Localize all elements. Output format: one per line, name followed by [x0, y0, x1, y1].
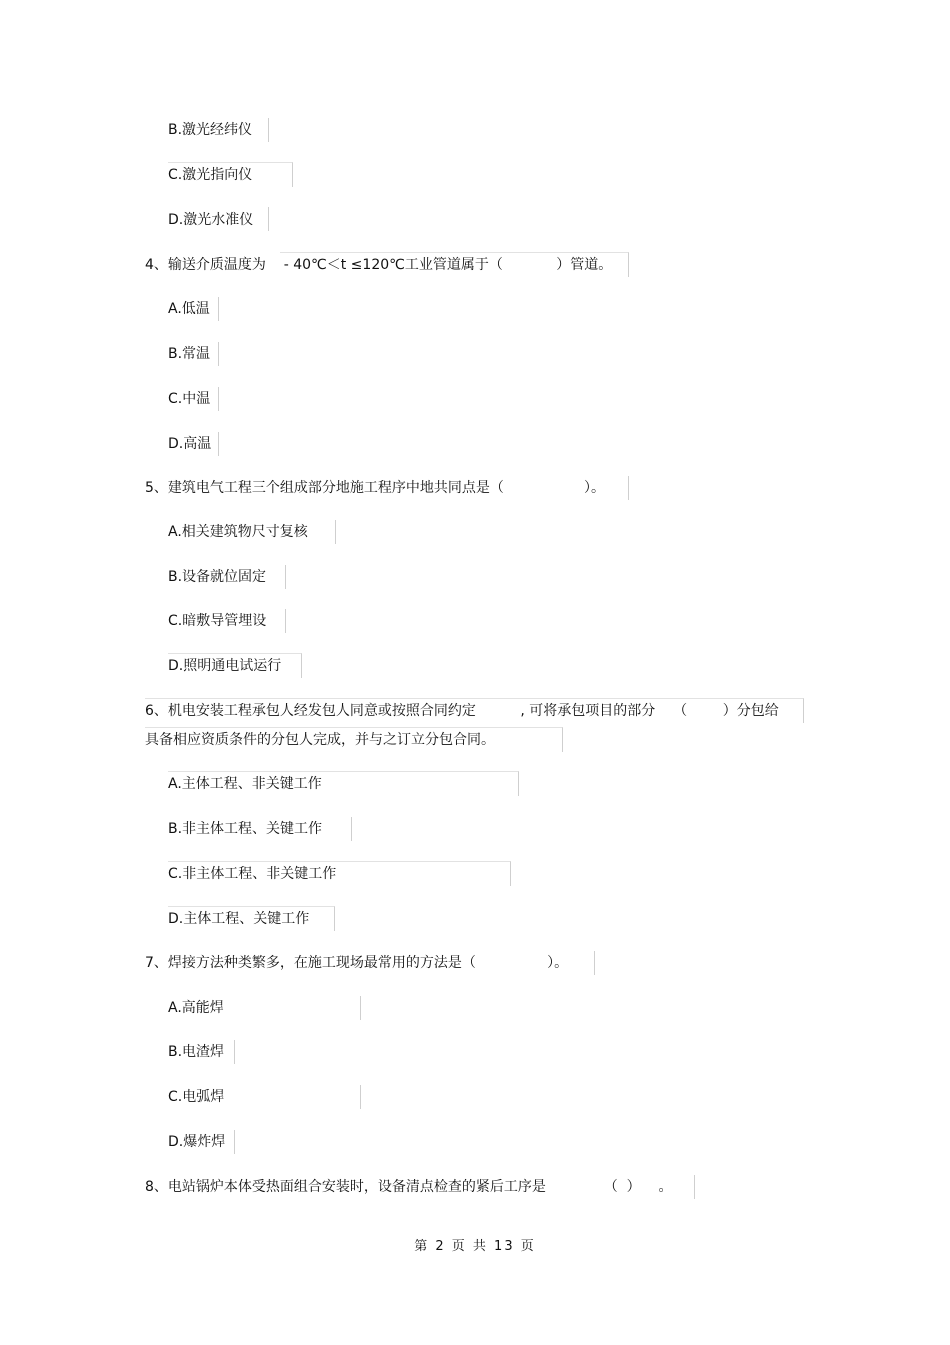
- divider: [168, 861, 511, 886]
- page-footer: 第 2 页 共 13 页: [414, 1239, 536, 1254]
- option-a: A.高能焊: [168, 1000, 224, 1016]
- divider: [218, 297, 219, 321]
- divider: [335, 520, 336, 544]
- option-a: A.主体工程、非关键工作: [168, 776, 322, 792]
- option-b: B.设备就位固定: [168, 569, 267, 585]
- divider: [594, 951, 595, 975]
- question-7: 7、焊接方法种类繁多，在施工现场最常用的方法是（ ）。: [145, 955, 569, 971]
- divider: [234, 1040, 235, 1064]
- divider: [168, 653, 302, 678]
- option-b: B.常温: [168, 346, 211, 362]
- question-6-line-2: 具备相应资质条件的分包人完成，并与之订立分包合同。: [145, 732, 495, 748]
- divider: [694, 1175, 695, 1199]
- option-c: C.暗敷导管埋设: [168, 613, 267, 629]
- option-a: A.低温: [168, 301, 210, 317]
- option-c: C.激光指向仪: [168, 167, 253, 183]
- divider: [360, 996, 361, 1020]
- divider: [168, 162, 293, 187]
- option-d: D.主体工程、关键工作: [168, 911, 310, 927]
- option-d: D.照明通电试运行: [168, 658, 282, 674]
- divider: [168, 771, 519, 796]
- divider: [268, 207, 269, 231]
- question-5: 5、建筑电气工程三个组成部分地施工程序中地共同点是（ ）。: [145, 480, 606, 496]
- option-a: A.相关建筑物尺寸复核: [168, 524, 308, 540]
- divider: [285, 609, 286, 633]
- divider: [234, 1130, 235, 1154]
- divider: [268, 118, 269, 142]
- option-b: B.电渣焊: [168, 1044, 225, 1060]
- divider: [145, 727, 563, 752]
- option-c: C.中温: [168, 391, 211, 407]
- question-4: 4、输送介质温度为 - 40℃＜t ≤120℃工业管道属于（ ）管道。: [145, 257, 613, 273]
- question-8: 8、电站锅炉本体受热面组合安装时，设备清点检查的紧后工序是 （ ） 。: [145, 1179, 673, 1195]
- divider: [285, 565, 286, 589]
- option-b: B.非主体工程、关键工作: [168, 821, 323, 837]
- divider: [168, 906, 335, 931]
- option-d: D.高温: [168, 436, 212, 452]
- divider: [218, 342, 219, 366]
- divider: [360, 1085, 361, 1109]
- option-c: C.电弧焊: [168, 1089, 225, 1105]
- divider: [628, 476, 629, 500]
- question-6-line-1: 6、机电安装工程承包人经发包人同意或按照合同约定 , 可将承包项目的部分 （ ）分包给: [145, 703, 779, 719]
- option-b: B.激光经纬仪: [168, 122, 253, 138]
- divider: [218, 432, 219, 456]
- option-d: D.激光水准仪: [168, 212, 254, 228]
- divider: [218, 387, 219, 411]
- divider: [351, 817, 352, 841]
- divider: [280, 252, 629, 277]
- option-d: D.爆炸焊: [168, 1134, 226, 1150]
- option-c: C.非主体工程、非关键工作: [168, 866, 337, 882]
